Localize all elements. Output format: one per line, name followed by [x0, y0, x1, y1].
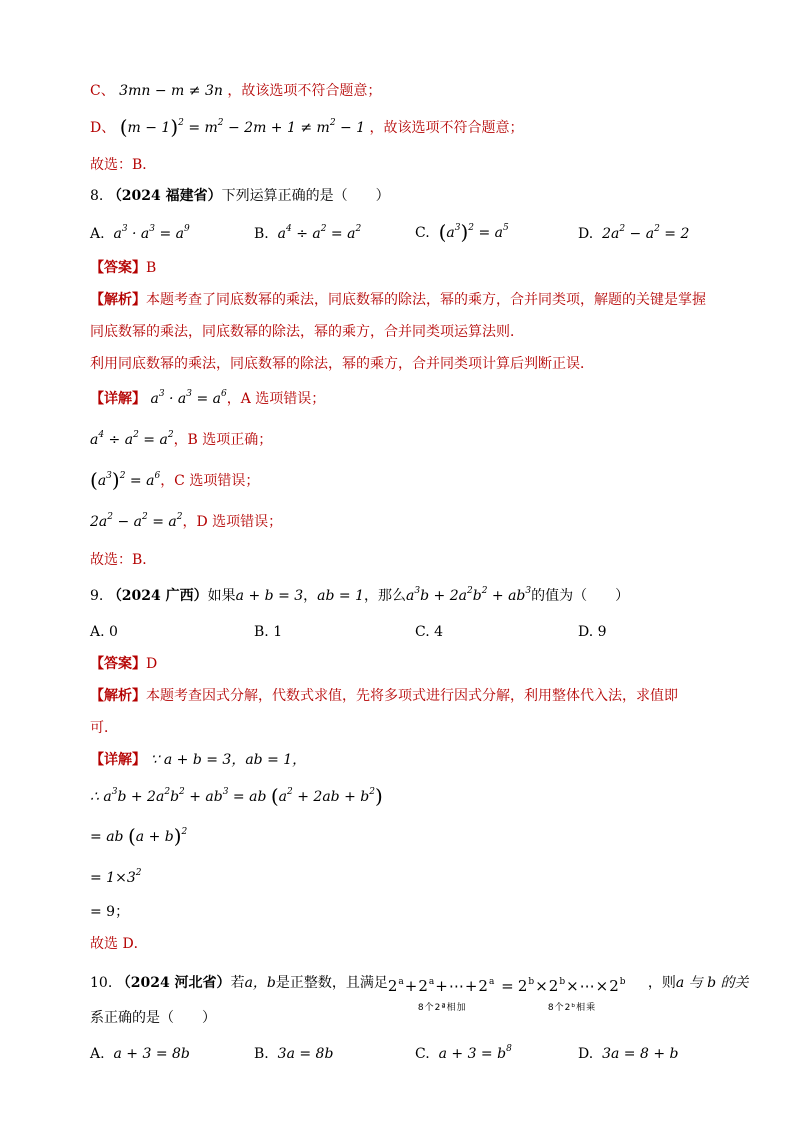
q9-detail-4: [90, 868, 141, 888]
q10-source: （2024 河北省）: [116, 975, 231, 991]
q10-stem-pre: 若: [230, 975, 245, 991]
q8-answer: [90, 258, 156, 278]
q8-analysis-2: 同底数幂的乘法，同底数幂的除法，幂的乘方，合并同类项运算法则．: [90, 324, 524, 340]
q10-option-a-math: a + 3 = 8b: [113, 1046, 190, 1062]
q10-prod-expression: $2^b\times 2^b\times\cdots\times 2^b$ 8个2ᵇ相乘: [518, 967, 648, 1003]
q10-sum-expression: $2^a+2^a+\cdots+2^a$ = 8个2ª相加: [388, 967, 518, 1003]
q8-detail-1-text: ，A 选项错误；: [226, 391, 326, 407]
q9-stem-mid: ，那么: [364, 588, 407, 604]
q9-sep: ，: [303, 588, 318, 604]
option-d-prefix: D、: [90, 120, 116, 136]
q8-option-d: [578, 224, 689, 244]
q8-detail-3: [90, 470, 259, 491]
q8-option-b-label: B.: [254, 226, 269, 242]
q9-detail-3: [90, 826, 187, 847]
option-c-explanation: [90, 81, 381, 101]
q8-option-b: [254, 224, 361, 244]
q9-detail-5: = 9；: [90, 904, 130, 920]
option-c-prefix: C、: [90, 83, 115, 99]
q9-stem-post: 的值为（ ）: [531, 588, 630, 604]
option-d-explanation: [90, 117, 524, 138]
q9-detail-2-math: ∴ $a^3b + 2a^2b^2 + ab^3$ = ab $(a^2 + 2ab + b^2)$: [90, 784, 383, 808]
q8-answer-tag: 【答案】: [90, 260, 146, 276]
q9-option-a: A. 0: [90, 624, 118, 640]
q9-stem: [90, 586, 629, 606]
q8-choose: 故选：B．: [90, 552, 157, 568]
q9-option-c: C. 4: [415, 624, 444, 640]
q9-option-d: D. 9: [578, 624, 607, 640]
q8-detail-1-math: $a^3 \cdot a^3 = a^6$: [150, 389, 227, 407]
q9-option-b: B. 1: [254, 624, 283, 640]
q8-analysis-3: 利用同底数幂的乘法，同底数幂的除法，幂的乘方，合并同类项计算后判断正误．: [90, 356, 594, 372]
q10-option-b-label: B.: [254, 1046, 269, 1062]
q10-option-b: [254, 1044, 333, 1064]
q8-number: 8.: [90, 188, 104, 204]
q9-cond2: ab = 1: [317, 588, 365, 604]
q9-detail-3-math: = ab $(a + b)^2$: [90, 824, 188, 848]
q9-detail-2: [90, 786, 383, 807]
q8-stem-text: 下列运算正确的是（ ）: [221, 188, 390, 204]
q10-number: 10.: [90, 975, 113, 991]
q8-option-c-label: C.: [415, 225, 430, 241]
q8-analysis-tag: 【解析】: [90, 292, 146, 308]
q10-option-a-label: A.: [90, 1046, 105, 1062]
q10-option-c-label: C.: [415, 1046, 430, 1062]
q9-detail-4-math: = $1\times 3^2$: [90, 868, 142, 886]
option-c-math: 3mn − m ≠ 3n: [119, 83, 223, 99]
option-d-text: ，故该选项不符合题意；: [369, 120, 524, 136]
q9-answer-value: D: [146, 656, 158, 672]
q10-prod-label: 8个2ᵇ相乘: [547, 1003, 597, 1013]
q8-option-d-math: $2a^2 - a^2 = 2$: [597, 224, 690, 242]
q10-stem: [90, 964, 749, 1013]
q8-detail-2: [90, 430, 272, 450]
q8-option-c: [415, 222, 509, 243]
q9-choose: 故选 D．: [90, 936, 148, 952]
q10-stem-mid: 是正整数，且满足: [275, 975, 388, 991]
q9-expr: $a^3b + 2a^2b^2 + ab^3$: [406, 586, 532, 604]
q8-source: （2024 福建省）: [107, 188, 222, 204]
q9-analysis-1: [90, 686, 678, 706]
q9-source: （2024 广西）: [107, 588, 208, 604]
q8-option-a: [90, 224, 190, 244]
q10-option-c-math: $a + 3 = b^8$: [438, 1044, 512, 1062]
q10-sum-label: 8个2ª相加: [417, 1003, 467, 1013]
q8-detail-2-math: $a^4 \div a^2 = a^2$: [90, 430, 174, 448]
q8-detail-4-math: $2a^2 - a^2 = a^2$: [90, 512, 183, 530]
q9-answer-tag: 【答案】: [90, 656, 146, 672]
q10-option-d-math: 3a = 8 + b: [597, 1046, 679, 1062]
q8-option-c-math: $(a^3)^2 = a^5$: [438, 220, 509, 244]
q10-stem-post: ，则: [647, 975, 676, 991]
q10-relation: a 与 b 的关: [675, 975, 749, 991]
q8-detail-4-text: ，D 选项错误；: [182, 514, 283, 530]
q8-detail-tag: 【详解】: [90, 391, 146, 407]
q8-detail-3-text: ，C 选项错误；: [160, 473, 260, 489]
q9-cond1: a + b = 3: [235, 588, 304, 604]
q8-option-a-label: A.: [90, 226, 105, 242]
q8-detail-3-math: $(a^3)^2 = a^6$: [90, 468, 161, 492]
q8-answer-value: B: [146, 260, 157, 276]
q9-stem-pre: 如果: [207, 588, 236, 604]
q9-number: 9.: [90, 588, 104, 604]
q8-detail-2-text: ，B 选项正确；: [173, 432, 273, 448]
q9-detail-1-math: ∵ a + b = 3，ab = 1，: [150, 752, 307, 768]
q8-detail-4: [90, 512, 282, 532]
q10-option-c: [415, 1044, 512, 1064]
q9-detail-1: [90, 750, 306, 770]
choose-b-1: 故选：B．: [90, 157, 157, 173]
q10-option-a: [90, 1044, 190, 1064]
q10-option-d: [578, 1044, 679, 1064]
q10-option-b-math: 3a = 8b: [273, 1046, 334, 1062]
q9-analysis-tag: 【解析】: [90, 688, 146, 704]
q8-option-a-math: $a^3 \cdot a^3 = a^9$: [113, 224, 190, 242]
q8-analysis-1: [90, 290, 706, 310]
option-d-math: $(m - 1)^2 = m^2 - 2m + 1 \ne m^2 - 1$: [119, 115, 366, 139]
q9-answer: [90, 654, 157, 674]
q8-analysis-text-1: 本题考查了同底数幂的乘法，同底数幂的除法，幂的乘方，合并同类项，解题的关键是掌握: [146, 292, 706, 308]
q10-vars: a，b: [244, 975, 276, 991]
q8-option-d-label: D.: [578, 226, 594, 242]
q8-option-b-math: $a^4 \div a^2 = a^2$: [277, 224, 362, 242]
q9-analysis-text-1: 本题考查因式分解，代数式求值，先将多项式进行因式分解，利用整体代入法，求值即: [146, 688, 678, 704]
q8-detail-1: [90, 389, 325, 409]
q10-option-d-label: D.: [578, 1046, 594, 1062]
q10-stem-2: 系正确的是（ ）: [90, 1010, 216, 1026]
q8-stem: [90, 186, 390, 206]
q9-detail-tag: 【详解】: [90, 752, 146, 768]
q9-analysis-2: 可．: [90, 720, 118, 736]
option-c-text: ，故该选项不符合题意；: [227, 83, 382, 99]
